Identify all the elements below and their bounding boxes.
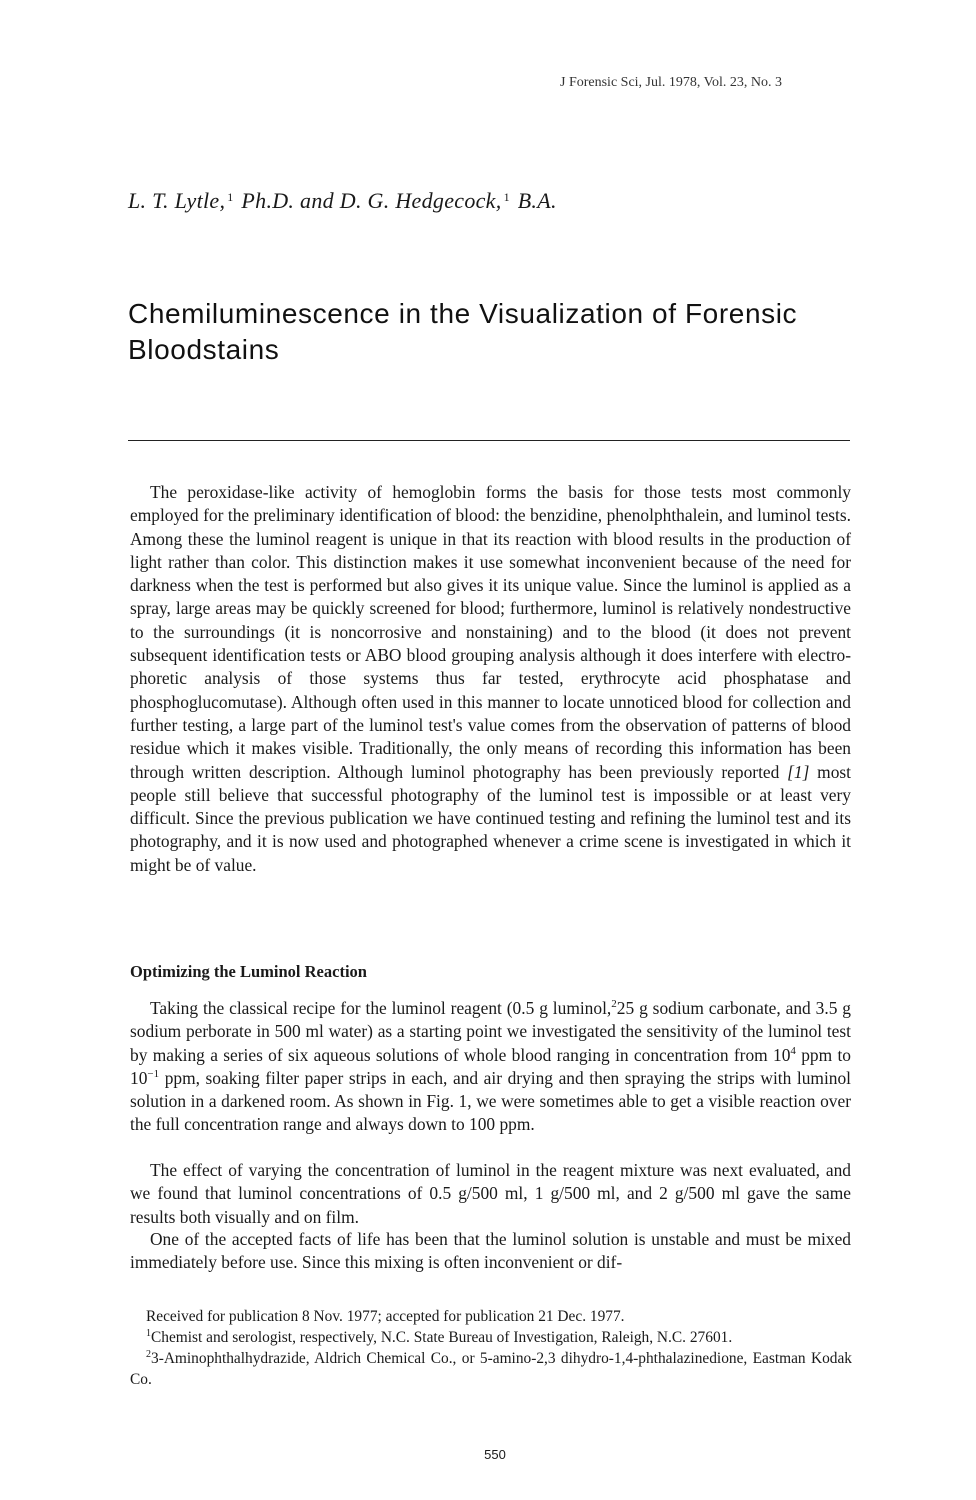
abstract-paragraph: [130, 481, 851, 877]
title-divider: [128, 440, 850, 441]
footnotes: [130, 1306, 852, 1390]
body-paragraph-3: One of the accepted facts of life has been that the luminol solution is unstable and must be mixed immediately before use. Since this mixing is often inconvenient or dif-: [130, 1229, 851, 1273]
author-line: [128, 188, 557, 214]
p1-text-a: Taking the classical recipe for the luminol reagent (0.5 g luminol,: [150, 998, 612, 1018]
journal-reference: J Forensic Sci, Jul. 1978, Vol. 23, No. 3: [560, 75, 782, 90]
footnote-1-mark: 1: [146, 1327, 151, 1339]
footnote-1-text: Chemist and serologist, respectively, N.C. State Bureau of Investigation, Raleigh, N.C. 27601.: [151, 1329, 733, 1346]
footnote-2: [130, 1348, 852, 1390]
exponent-1: 4: [790, 1044, 796, 1057]
p1-text-c: ppm to 10: [130, 1044, 852, 1088]
abstract-text-start: The peroxidase-like activity of hemoglobin forms the basis for those tests most commonly employed for the preliminary identification of blood: the benzidine, phenolphthalein, and luminol tests. Among these the luminol reagent is unique in that its reaction with blood results in the production of light rather than color. This distinction makes it use somewhat inconvenient because of the need for darkness when the test is performed but also gives it its unique value. Since the luminol is applied as a spray, large areas may be quickly screened for blood; furthermore, luminol is relatively nondestructive to the surroundings (it is noncorrosive and nonstaining) and to the blood (it does not prevent subsequent identification tests or ABO blood grouping analysis although it does interfere with electrophoretic analysis of those systems thus far tested, erythrocyte acid phosphatase and phosphoglucomutase). Although often used in this manner to locate unnoticed blood for collection and further testing, a large part of the luminol test's value comes from the observation of patterns of blood residue which it makes visible. Traditionally, the only means of recording this information has been through written description. Although luminol photography has been previously reported: [130, 482, 851, 782]
page-number: 550: [484, 1447, 506, 1462]
body-paragraph-1: [130, 997, 851, 1137]
author-2-name: D. G. Hedgecock,: [339, 188, 502, 213]
footnote-1: [130, 1327, 852, 1348]
citation-reference: [1]: [787, 761, 810, 782]
p1-text-d: ppm, soaking filter paper strips in each, and air drying and then spraying the strips with luminol solution in a darkened room. As shown in Fig. 1, we were sometimes able to get a visible reaction over the full concentration range and always down to 100 ppm.: [130, 1067, 851, 1135]
article-title: Chemiluminescence in the Visualization of Forensic Bloodstains: [128, 298, 798, 365]
author-1-degree: Ph.D.: [241, 188, 295, 213]
section-heading: Optimizing the Luminol Reaction: [130, 962, 367, 981]
author-2-footnote-mark: 1: [503, 190, 510, 204]
author-1-footnote-mark: 1: [227, 190, 234, 204]
author-connector: and: [300, 188, 334, 213]
exponent-2: −1: [147, 1068, 160, 1081]
author-1-name: L. T. Lytle,: [128, 188, 226, 213]
footnote-mark-2: 2: [611, 998, 617, 1011]
footnote-received: Received for publication 8 Nov. 1977; accepted for publication 21 Dec. 1977.: [146, 1308, 625, 1325]
author-2-degree: B.A.: [517, 188, 557, 213]
body-paragraph-2: The effect of varying the concentration of luminol in the reagent mixture was next evaluated, and we found that luminol concentrations of 0.5 g/500 ml, 1 g/500 ml, and 2 g/500 ml gave the same results both visually and on film.: [130, 1160, 851, 1227]
footnote-2-text: 3-Aminophthalhydrazide, Aldrich Chemical Co., or 5-amino-2,3 dihydro-1,4-phthalazinedione, Eastman Kodak Co.: [130, 1350, 852, 1388]
footnote-2-mark: 2: [146, 1348, 151, 1360]
p1-text-b: 25 g sodium carbonate, and 3.5 g sodium perborate in 500 ml water) as a starting point we investigated the sensitivity of the luminol test by making a series of six aqueous solutions of whole blood ranging in concentration from 10: [130, 998, 851, 1065]
abstract-text-end: most people still believe that successful photography of the luminol test is impossible or at least very difficult. Since the previous publication we have continued testing and refining the luminol test and its photography, and it is now used and photographed whenever a crime scene is investigated in which it might be of value.: [130, 761, 852, 875]
